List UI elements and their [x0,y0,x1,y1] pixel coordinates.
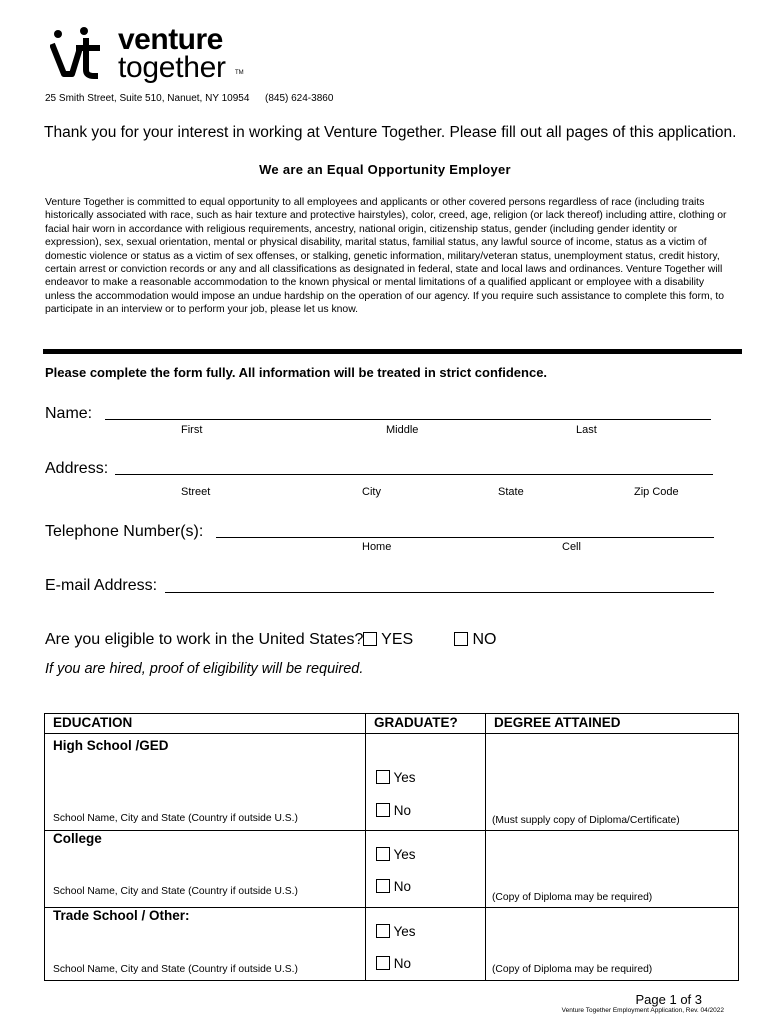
degree-note-trade-school: (Copy of Diploma may be required) [492,964,653,975]
college-yes-checkbox[interactable] [376,847,390,861]
header-education: EDUCATION [45,714,366,734]
eoe-heading: We are an Equal Opportunity Employer [259,162,511,177]
no-label: No [393,956,412,971]
eligible-no-label: NO [472,631,497,648]
education-row-trade-school [45,908,739,981]
company-phone: (845) 624-3860 [265,93,334,104]
degree-note-college: (Copy of Diploma may be required) [492,892,653,903]
header-graduate: GRADUATE? [366,714,486,734]
eoe-statement: Venture Together is committed to equal opportunity to all employees and applicants or other covered persons regardless of race (including traits historically associated with race, such as hair texture and protective hairstyles), color, creed, age, religion (or lack thereof) including attire, clothing or facial hair worn in accordance with religious requirements, ancestry, national origin, citizenship status, gender (including gender identity or expression), sex, sexual orientation, mental or physical disability, marital status, familial status, any lawful source of income, status as a victim of domestic violence or status as a victim of sex offenses, or stalking, genetic information, military/veteran status, unemployment status, credit history, certain arrest or conviction records or any and all classifications as designated in federal, state and local laws and ordinances. Venture Together will endeavor to make a reasonable accommodation to the known physical or mental limitations of a qualified applicant or employee with a disability unless the accommodation would impose an undue hardship on the operation of our agency. If you require such assistance to complete this form, to participate in an interview or to perform your job, please let us know. [45,197,727,316]
name-sub-middle: Middle [386,424,419,436]
address-sub-street: Street [181,486,211,498]
section-divider [43,349,742,354]
high-school-no-option[interactable] [376,803,411,818]
name-sub-first: First [181,424,203,436]
logo-word-venture: venture [118,23,223,56]
page-number: Page 1 of 3 [635,992,702,1007]
name-sub-last: Last [576,424,597,436]
telephone-field[interactable] [216,537,714,538]
revision-note: Venture Together Employment Application, Rev. 04/2022 [561,1007,724,1014]
trade-no-option[interactable] [376,956,411,971]
school-name-hint: School Name, City and State (Country if outside U.S.) [53,886,298,897]
row-title-high-school: High School /GED [53,738,169,753]
eligible-no-option[interactable] [454,631,496,649]
eligible-yes-checkbox[interactable] [363,632,377,646]
college-yes-option[interactable] [376,847,416,862]
thank-you-message: Thank you for your interest in working at Venture Together. Please fill out all pages of this application. [44,124,737,141]
education-table-header [45,714,739,734]
telephone-label: Telephone Number(s): [45,523,204,540]
education-row-high-school [45,734,739,831]
trade-yes-option[interactable] [376,924,416,939]
college-no-checkbox[interactable] [376,879,390,893]
address-sub-zip: Zip Code [634,486,679,498]
degree-note-high-school: (Must supply copy of Diploma/Certificate) [492,815,680,826]
school-name-hint: School Name, City and State (Country if outside U.S.) [53,964,298,975]
school-name-hint: School Name, City and State (Country if outside U.S.) [53,813,298,824]
address-field[interactable] [115,474,713,475]
telephone-sub-home: Home [362,541,392,553]
name-field[interactable] [105,419,711,420]
email-label: E-mail Address: [45,577,158,594]
row-title-college: College [53,831,102,846]
logo-word-together: together [118,51,226,84]
address-sub-city: City [362,486,381,498]
name-label: Name: [45,405,93,422]
header-degree: DEGREE ATTAINED [486,714,739,734]
email-field[interactable] [165,592,714,593]
no-label: No [393,803,412,818]
high-school-yes-option[interactable] [376,770,416,785]
eligible-no-checkbox[interactable] [454,632,468,646]
trade-yes-checkbox[interactable] [376,924,390,938]
college-no-option[interactable] [376,879,411,894]
eligible-yes-option[interactable] [363,631,413,649]
trade-no-checkbox[interactable] [376,956,390,970]
company-address: 25 Smith Street, Suite 510, Nanuet, NY 10954 [45,93,250,104]
telephone-sub-cell: Cell [562,541,581,553]
yes-label: Yes [393,847,416,862]
eligibility-question: Are you eligible to work in the United States? [45,631,364,648]
eligible-yes-label: YES [381,631,414,648]
proof-eligibility-note: If you are hired, proof of eligibility will be required. [45,661,364,677]
no-label: No [393,879,412,894]
high-school-yes-checkbox[interactable] [376,770,390,784]
education-row-college [45,831,739,908]
venture-together-logo-icon [50,26,112,80]
high-school-no-checkbox[interactable] [376,803,390,817]
education-table [44,713,739,981]
address-label: Address: [45,460,109,477]
complete-notice: Please complete the form fully. All information will be treated in strict confidence. [45,365,548,380]
yes-label: Yes [393,770,416,785]
address-sub-state: State [498,486,524,498]
logo-trademark: TM [235,70,244,76]
row-title-trade-school: Trade School / Other: [53,908,190,923]
yes-label: Yes [393,924,416,939]
